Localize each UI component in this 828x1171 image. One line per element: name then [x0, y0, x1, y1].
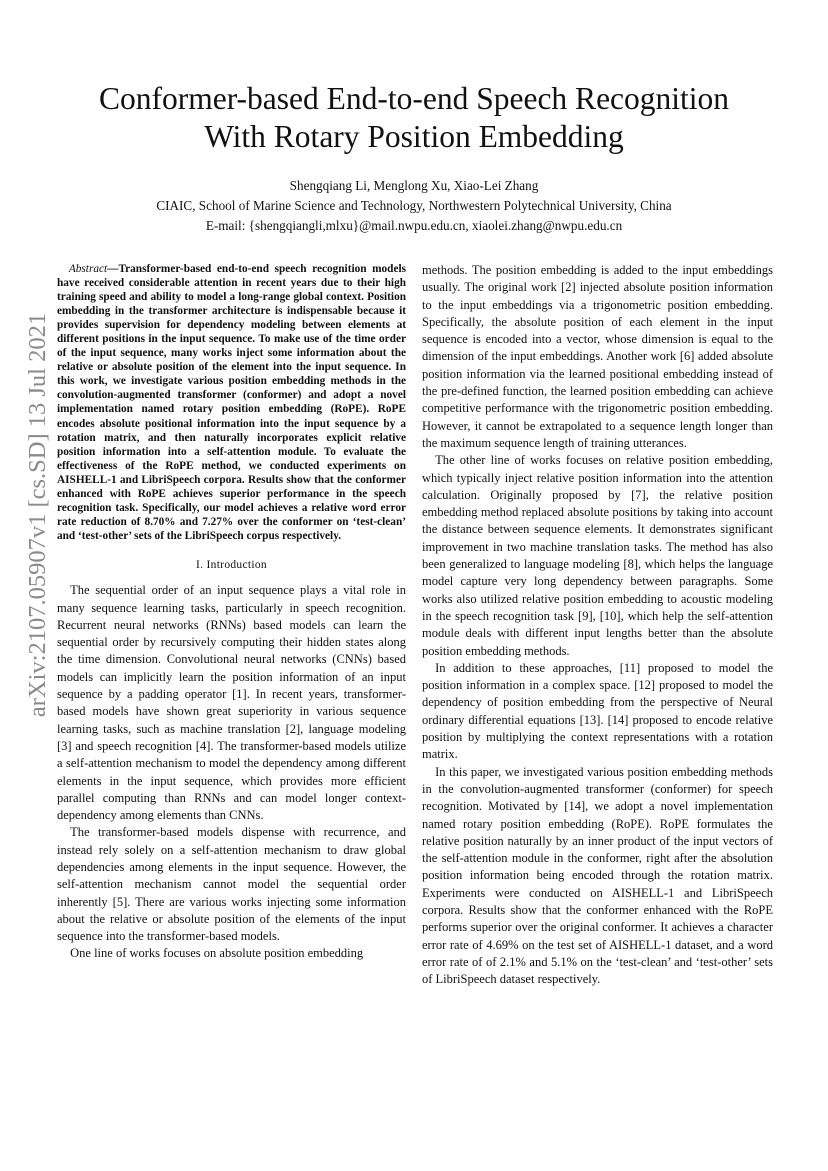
- title-line-1: Conformer-based End-to-end Speech Recognition: [98, 81, 730, 116]
- arxiv-identifier-stamp: [18, 150, 58, 880]
- intro-paragraph-7: In this paper, we investigated various position embedding methods in the convolution-augmented transformer (conformer) for speech recognition. Motivated by [14], we adopt a novel implementation named rotary position embedding (RoPE). RoPE formulates the relative position naturally by an inner product of the input vectors of the self-attention module in the conformer, right after the absolution position information being encoded through the rotation matrix. Experiments were conducted on AISHELL-1 and LibriSpeech corpora. Results show that the conformer enhanced with the RoPE performs superior over the original conformer. It achieves a character error rate of 4.69% on the test set of AISHELL-1 dataset, and a word error rate of of 2.1% and 5.1% on the ‘test-clean’ and ‘test-other’ sets of LibriSpeech dataset respectively.: [422, 764, 773, 987]
- left-column: [57, 262, 406, 963]
- abstract-label: Abstract: [68, 263, 108, 275]
- intro-paragraph-4: methods. The position embedding is added to the input embeddings usually. The original work [2] injected absolute position information to the input embeddings via a trigonometric position embedding. Specifically, the absolute position of each element in the input sequence is encoded into a vector, whose dimension is equal to the dimension of the input embeddings. Another work [6] added absolute position information via the learned positional embedding instead of the pre-defined function, the learned position embedding can achieve competitive performance with the trigonometric position embedding. However, it cannot be extrapolated to a sequence length longer than the maximum sequence length of training utterances.: [422, 263, 773, 450]
- arxiv-identifier-text: arXiv:2107.05907v1 [cs.SD] 13 Jul 2021: [24, 312, 51, 718]
- paper-title: [60, 80, 768, 156]
- title-line-2: With Rotary Position Embedding: [204, 119, 624, 154]
- author-names: Shengqiang Li, Menglong Xu, Xiao-Lei Zhang: [289, 178, 539, 193]
- author-block: [60, 176, 768, 236]
- right-column: [422, 262, 773, 988]
- intro-paragraph-1: The sequential order of an input sequence plays a vital role in many sequence learning tasks, particularly in speech recognition. Recurrent neural networks (RNNs) based models can learn the sequential order by recursively computing their hidden states along the time dimension. Convolutional neural networks (CNNs) based models can implicitly learn the position information of an input sequence by a padding operator [1]. In recent years, transformer-based models have shown great superiority in various sequence learning tasks, such as machine translation [2], language modeling [3] and speech recognition [4]. The transformer-based models utilize a self-attention mechanism to model the dependency among different elements in the input sequence, which provides more efficient parallel computing than RNNs and can model longer context-dependency among elements than CNNs.: [57, 583, 406, 823]
- author-email: E-mail: {shengqiangli,mlxu}@mail.nwpu.edu.cn, xiaolei.zhang@nwpu.edu.cn: [205, 218, 623, 233]
- abstract-text: —Transformer-based end-to-end speech recognition models have received considerable attention in recent years due to their high training speed and ability to model a long-range global context. Position embedding in the transformer architecture is indispensable because it provides supervision for dependency modeling between elements at different positions in the input sequence. To make use of the time order of the input sequence, many works inject some information about the relative or absolute position of the element into the input sequence. In this work, we investigate various position embedding methods in the convolution-augmented transformer (conformer) and adopt a novel implementation named rotary position embedding (RoPE). RoPE encodes absolute positional information into the input sequence by a rotation matrix, and then naturally incorporates explicit relative position information into a self-attention module. To evaluate the effectiveness of the RoPE method, we conducted experiments on AISHELL-1 and LibriSpeech corpora. Results show that the conformer enhanced with RoPE achieves superior performance in the speech recognition task. Specifically, our model achieves a relative word error rate reduction of 8.70% and 7.27% over the conformer on ‘test-clean’ and ‘test-other’ sets of the LibriSpeech corpus respectively.: [57, 263, 406, 542]
- author-affiliation: CIAIC, School of Marine Science and Technology, Northwestern Polytechnical University, China: [156, 198, 672, 213]
- intro-paragraph-6: In addition to these approaches, [11] proposed to model the position information in a complex space. [12] proposed to model the dependency of position embedding from the perspective of Neural ordinary differential equations [13]. [14] proposed to encode relative position by multiplying the context representations with a rotation matrix.: [422, 660, 773, 762]
- intro-paragraph-5: The other line of works focuses on relative position embedding, which typically inject relative position information into the attention calculation. Originally proposed by [7], the relative position embedding method replaced absolute positions by taking into account the distance between sequence elements. It demonstrates significant improvement in two machine translation tasks. The method has also been generalized to language modeling [8], which helps the language model capture very long dependency between paragraphs. Some works also utilized relative position embedding to acoustic modeling in the speech recognition task [9], [10], which help the self-attention module deals with different input lengths better than the absolute position embedding methods.: [422, 453, 773, 658]
- abstract: [57, 262, 406, 543]
- intro-paragraph-2: The transformer-based models dispense with recurrence, and instead rely solely on a self-attention mechanism to draw global dependencies among elements in the input sequence. However, the self-attention mechanism cannot model the sequential order inherently [5]. There are various works injecting some information about the relative or absolute position of the elements of the input sequence into the transformer-based models.: [57, 825, 406, 944]
- intro-paragraph-3: One line of works focuses on absolute position embedding: [70, 946, 364, 961]
- section-heading-introduction: I. Introduction: [196, 558, 267, 571]
